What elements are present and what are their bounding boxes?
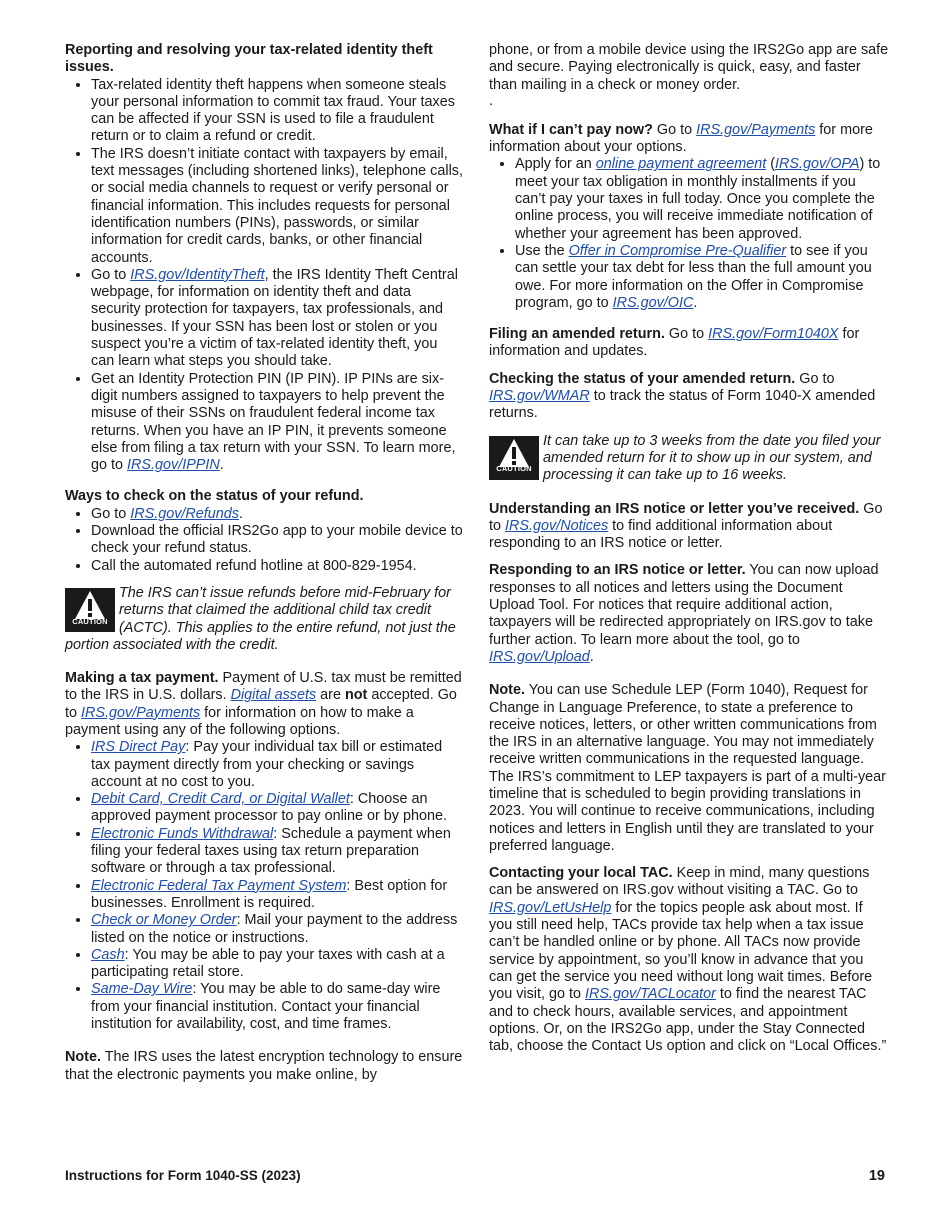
list-item: • Download the official IRS2Go app to your mobile device to check your refund status. (91, 523, 463, 558)
list-item: • IRS Direct Pay: Pay your individual tax bill or estimated tax payment directly from your checking or savings account at no cost to you. (91, 739, 463, 791)
form1040x-link[interactable]: IRS.gov/Form1040X (708, 326, 839, 343)
refund-section (65, 488, 463, 574)
left-column (65, 42, 463, 1094)
payment-intro: Making a tax payment. Payment of U.S. tax must be remitted to the IRS in U.S. dollars. Digital assets are not accepted. Go to IRS.gov/Payments for information on how to make a payment using any of the following options. (65, 670, 462, 738)
amended-section: Filing an amended return. Go to IRS.gov/Form1040X for information and updates. (489, 326, 860, 360)
list-item: • Apply for an online payment agreement (IRS.gov/OPA) to meet your tax obligation in monthly installments if you can’t pay your taxes in full today. Once you complete the online process, you will receive immediate notification of whether your agreement has been approved. (515, 156, 889, 242)
caution-text: It can take up to 3 weeks from the date you filed your amended return for it to show up in our system, and processing it can take up to 16 weeks. (543, 432, 881, 484)
opa-link[interactable]: IRS.gov/OPA (775, 156, 860, 173)
list-item: • Electronic Funds Withdrawal: Schedule a payment when filing your federal taxes using tax return preparation software or through a tax professional. (91, 826, 463, 878)
list-item: • The IRS doesn’t initiate contact with taxpayers by email, text messages (including shortened links), telephone calls, or social media channels to request or verify personal or financial information. This includes requests for personal identification numbers (PINs), passwords, or similar information for credit cards, banks, or other financial accounts. (91, 146, 463, 267)
right-column (489, 42, 889, 1065)
note-label: Note. (489, 682, 525, 699)
list-item: • Same-Day Wire: You may be able to do same-day wire from your financial institution. Contact your financial institution for availability, cost, and time frames. (91, 981, 463, 1033)
payment-section (65, 670, 463, 1033)
direct-pay-link[interactable]: IRS Direct Pay (91, 739, 186, 756)
amended-status-heading: Checking the status of your amended return. (489, 370, 796, 387)
refund-heading: Ways to check on the status of your refund. (65, 488, 364, 505)
eftps-link[interactable]: Electronic Federal Tax Payment System (91, 877, 347, 894)
page-number: 19 (868, 1168, 885, 1184)
upload-link[interactable]: IRS.gov/Upload (489, 648, 590, 665)
encryption-note: Note. The IRS uses the latest encryption technology to ensure that the electronic payments you make online, by (65, 1049, 463, 1083)
stray-dot: . (489, 92, 493, 109)
oic-link[interactable]: IRS.gov/OIC (612, 294, 694, 311)
responding-heading: Responding to an IRS notice or letter. (489, 562, 746, 579)
cash-link[interactable]: Cash (91, 946, 125, 963)
list-item: • Check or Money Order: Mail your payment to the address listed on the notice or instructions. (91, 912, 463, 947)
oic-prequalifier-link[interactable]: Offer in Compromise Pre-Qualifier (568, 242, 787, 259)
list-item: • Go to IRS.gov/Refunds. (91, 506, 463, 523)
payments-link[interactable]: IRS.gov/Payments (81, 704, 201, 721)
debit-card-link[interactable]: Debit Card, Credit Card, or Digital Wallet (91, 791, 350, 808)
caution-text: The IRS can’t issue refunds before mid-February for returns that claimed the additional child tax credit (ACTC). This applies to the entire refund, not just the portion associated with the credit. (65, 584, 456, 653)
payment-continued: phone, or from a mobile device using the IRS2Go app are safe and secure. Paying electronically is quick, easy, and faster than mailing in a check or money order. (489, 42, 889, 93)
tac-heading: Contacting your local TAC. (489, 865, 673, 882)
amended-status-section: Checking the status of your amended return. Go to IRS.gov/WMAR to track the status of Form 1040-X amended returns. (489, 370, 876, 422)
list-item: • Use the Offer in Compromise Pre-Qualifier to see if you can settle your tax debt for less than the full amount you owe. For more information on the Offer in Compromise program, go to IRS.gov/OIC. (515, 243, 889, 312)
funds-withdrawal-link[interactable]: Electronic Funds Withdrawal (91, 825, 274, 842)
list-item: • Electronic Federal Tax Payment System: Best option for businesses. Enrollment is required. (91, 878, 463, 913)
amended-heading: Filing an amended return. (489, 326, 665, 343)
identity-theft-link[interactable]: IRS.gov/IdentityTheft (130, 266, 265, 283)
list-item: • Call the automated refund hotline at 800-829-1954. (91, 558, 463, 575)
notices-link[interactable]: IRS.gov/Notices (505, 517, 609, 534)
tac-section: Contacting your local TAC. Keep in mind, many questions can be answered on IRS.gov without visiting a TAC. Go to IRS.gov/LetUsHelp for the topics people ask about most. If you still need help, TACs provide tax help when a tax issue can’t be handled online or by phone. All TACs now provide service by appointment, so you’ll know in advance that you can get the service you need without long wait times. Before you visit, go to IRS.gov/TACLocator to find the nearest TAC and to check hours, available services, and appointment options. Or, on the IRS2Go app, under the Stay Connected tab, choose the Contact Us option and click on “Local Offices.” (489, 865, 887, 1055)
note-label: Note. (65, 1049, 101, 1066)
caution-label: CAUTION (72, 616, 108, 626)
caution-note-amended (489, 433, 889, 485)
notice-section: Understanding an IRS notice or letter you’ve received. Go to IRS.gov/Notices to find additional information about responding to an IRS notice or letter. (489, 500, 883, 552)
digital-assets-link[interactable]: Digital assets (230, 687, 317, 704)
caution-icon (489, 436, 539, 480)
identity-theft-section (65, 42, 463, 474)
payments-link[interactable]: IRS.gov/Payments (696, 121, 816, 138)
identity-theft-list (65, 77, 463, 475)
refunds-link[interactable]: IRS.gov/Refunds (130, 505, 239, 522)
cant-pay-heading: What if I can’t pay now? (489, 121, 653, 138)
same-day-wire-link[interactable]: Same-Day Wire (91, 981, 193, 998)
responding-section: Responding to an IRS notice or letter. You can now upload responses to all notices and letters using the Document Upload Tool. For notices that require additional action, taxpayers will be redirected appropriately on IRS.gov to take further action. To learn more about the tool, go to IRS.gov/Upload. (489, 562, 879, 665)
list-item: • Tax-related identity theft happens when someone steals your personal information to commit tax fraud. Your taxes can be affected if your SSN is used to file a fraudulent return or to claim a refund or credit. (91, 77, 463, 146)
wmar-link[interactable]: IRS.gov/WMAR (489, 388, 590, 405)
notice-heading: Understanding an IRS notice or letter you’ve received. (489, 500, 860, 517)
refund-list (65, 506, 463, 575)
check-money-order-link[interactable]: Check or Money Order (91, 912, 237, 929)
list-item: • Get an Identity Protection PIN (IP PIN). IP PINs are six-digit numbers assigned to taxpayers to help prevent the misuse of their SSNs on fraudulent federal income tax returns. When you have an IP PIN, it prevents someone else from filing a tax return with your SSN. To learn more, go to IRS.gov/IPPIN. (91, 371, 463, 475)
cant-pay-section: What if I can’t pay now? Go to IRS.gov/Payments for more information about your options. • Apply for an online payment agreement (IRS.gov/OPA) to meet your tax obligation in monthly installments if you can’t pay your taxes in full today. Once you complete the online process, you will receive immediate notification of whether your agreement has been approved. • Use the Offer in Compromise Pre-Qualifier to see if you can settle your tax debt for less than the full amount you owe. For more information on the Offer in Compromise program, go to IRS.gov/OIC. (489, 122, 889, 312)
caution-icon (65, 588, 115, 632)
ippin-link[interactable]: IRS.gov/IPPIN (127, 457, 220, 474)
identity-theft-heading: Reporting and resolving your tax-related identity theft issues. (65, 42, 433, 76)
list-item: • Go to IRS.gov/IdentityTheft, the IRS Identity Theft Central webpage, for information on identity theft and data security protection for taxpayers, tax professionals, and businesses. If your SSN has been lost or stolen or you suspect you’re a victim of tax-related identity theft, you can learn what steps you should take. (91, 267, 463, 371)
page-footer (65, 1168, 885, 1183)
language-note: Note. You can use Schedule LEP (Form 1040), Request for Change in Language Preference, to state a preference to receive notices, letters, or other written communications from the IRS in an alternative language. You may not immediately receive written communications in the requested language. The IRS’s commitment to LEP taxpayers is part of a multi-year timeline that is scheduled to begin providing translations in 2023. You will continue to receive communications, including notices and letters in English until they are translated to your preferred language. (489, 682, 886, 854)
payment-heading: Making a tax payment. (65, 670, 219, 687)
caution-label: CAUTION (496, 464, 532, 474)
list-item: • Debit Card, Credit Card, or Digital Wallet: Choose an approved payment processor to pay online or by phone. (91, 791, 463, 826)
payment-agreement-link[interactable]: online payment agreement (595, 156, 767, 173)
payment-options-list (65, 739, 463, 1033)
letushelp-link[interactable]: IRS.gov/LetUsHelp (489, 899, 612, 916)
footer-title: Instructions for Form 1040-SS (2023) (65, 1168, 301, 1183)
taclocator-link[interactable]: IRS.gov/TACLocator (585, 986, 716, 1003)
cant-pay-list (489, 156, 889, 312)
list-item: • Cash: You may be able to pay your taxes with cash at a participating retail store. (91, 947, 463, 982)
caution-note-refunds (65, 585, 463, 654)
